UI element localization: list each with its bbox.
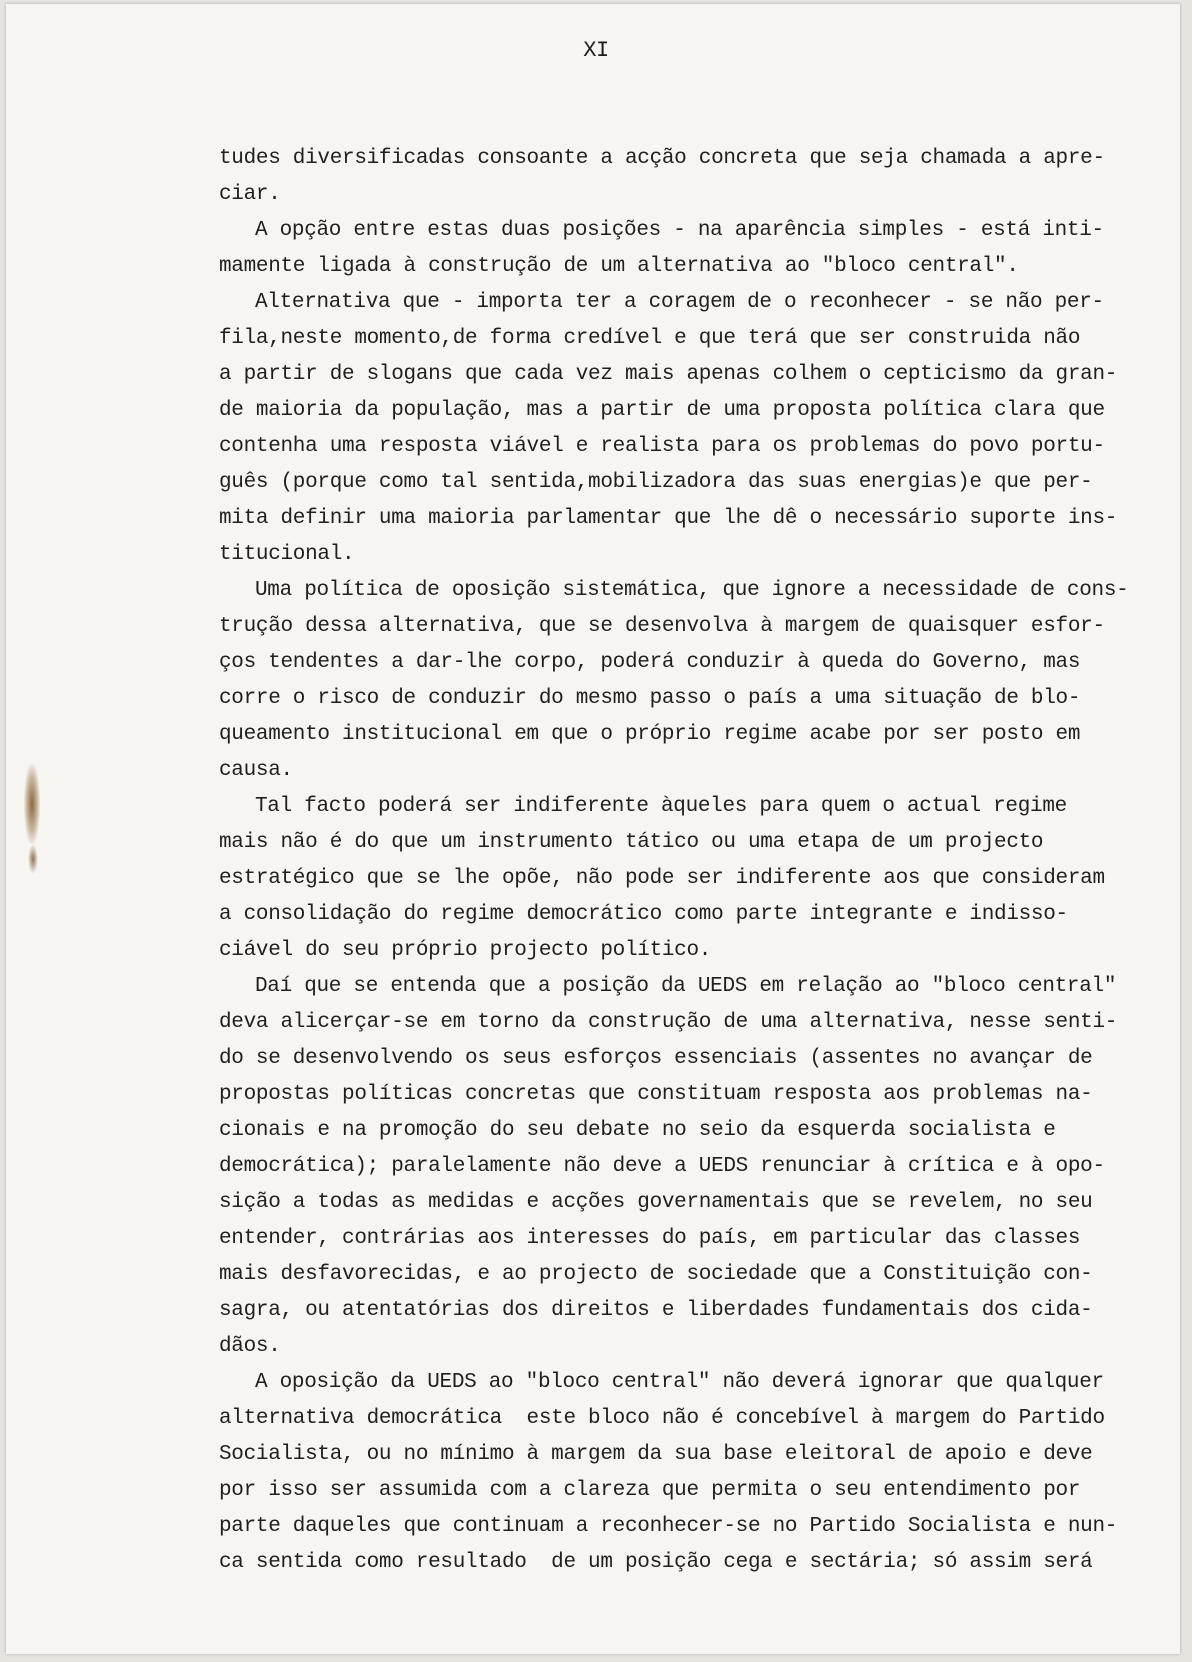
text-line: tudes diversificadas consoante a acção concreta que seja chamada a apre- bbox=[219, 147, 1105, 170]
text-line: causa. bbox=[219, 759, 293, 782]
text-line: Alternativa que - importa ter a coragem de o reconhecer - se não per- bbox=[255, 291, 1104, 314]
page-number: XI bbox=[583, 38, 609, 63]
text-line: sagra, ou atentatórias dos direitos e liberdades fundamentais dos cida- bbox=[219, 1299, 1093, 1322]
text-line: Socialista, ou no mínimo à margem da sua base eleitoral de apoio e deve bbox=[219, 1443, 1093, 1466]
text-line: alternativa democrática este bloco não é concebível à margem do Partido bbox=[219, 1407, 1105, 1430]
text-line: Uma política de oposição sistemática, que ignore a necessidade de cons- bbox=[255, 579, 1129, 602]
text-line: parte daqueles que continuam a reconhecer-se no Partido Socialista e nun- bbox=[219, 1515, 1118, 1538]
text-line: guês (porque como tal sentida,mobilizadora das suas energias)e que per- bbox=[219, 471, 1093, 494]
text-line: ca sentida como resultado de um posição cega e sectária; só assim será bbox=[219, 1551, 1093, 1574]
text-line: do se desenvolvendo os seus esforços essenciais (assentes no avançar de bbox=[219, 1047, 1093, 1070]
text-line: propostas políticas concretas que constituam resposta aos problemas na- bbox=[219, 1083, 1093, 1106]
text-line: A opção entre estas duas posições - na aparência simples - está inti- bbox=[255, 219, 1104, 242]
text-line: entender, contrárias aos interesses do país, em particular das classes bbox=[219, 1227, 1081, 1250]
text-line: ciável do seu próprio projecto político. bbox=[219, 939, 712, 962]
text-line: democrática); paralelamente não deve a UEDS renunciar à crítica e à opo- bbox=[219, 1155, 1105, 1178]
text-line: mamente ligada à construção de um alternativa ao "bloco central". bbox=[219, 255, 1019, 278]
text-line: a consolidação do regime democrático como parte integrante e indisso- bbox=[219, 903, 1068, 926]
text-line: mais não é do que um instrumento tático ou uma etapa de um projecto bbox=[219, 831, 1044, 854]
text-line: a partir de slogans que cada vez mais apenas colhem o cepticismo da gran- bbox=[219, 363, 1118, 386]
text-line: mita definir uma maioria parlamentar que lhe dê o necessário suporte ins- bbox=[219, 507, 1118, 530]
text-line: Tal facto poderá ser indiferente àqueles para quem o actual regime bbox=[255, 795, 1067, 818]
text-line: titucional. bbox=[219, 543, 355, 566]
text-line: A oposição da UEDS ao "bloco central" não deverá ignorar que qualquer bbox=[255, 1371, 1104, 1394]
text-line: fila,neste momento,de forma credível e que terá que ser construida não bbox=[219, 327, 1081, 350]
text-line: dãos. bbox=[219, 1335, 281, 1358]
body-text bbox=[219, 141, 1129, 1581]
text-line: corre o risco de conduzir do mesmo passo o país a uma situação de blo- bbox=[219, 687, 1081, 710]
text-line: de maioria da população, mas a partir de uma proposta política clara que bbox=[219, 399, 1105, 422]
paper-stain bbox=[28, 844, 38, 874]
text-line: por isso ser assumida com a clareza que permita o seu entendimento por bbox=[219, 1479, 1081, 1502]
text-line: estratégico que se lhe opõe, não pode ser indiferente aos que consideram bbox=[219, 867, 1105, 890]
text-line: ciar. bbox=[219, 183, 281, 206]
paper-stain bbox=[24, 764, 40, 844]
text-line: contenha uma resposta viável e realista para os problemas do povo portu- bbox=[219, 435, 1105, 458]
text-line: mais desfavorecidas, e ao projecto de sociedade que a Constituição con- bbox=[219, 1263, 1093, 1286]
text-line: trução dessa alternativa, que se desenvolva à margem de quaisquer esfor- bbox=[219, 615, 1105, 638]
text-line: Daí que se entenda que a posição da UEDS em relação ao "bloco central" bbox=[255, 975, 1117, 998]
text-line: cionais e na promoção do seu debate no seio da esquerda socialista e bbox=[219, 1119, 1056, 1142]
text-line: queamento institucional em que o próprio regime acabe por ser posto em bbox=[219, 723, 1081, 746]
text-line: deva alicerçar-se em torno da construção de uma alternativa, nesse senti- bbox=[219, 1011, 1118, 1034]
text-line: sição a todas as medidas e acções governamentais que se revelem, no seu bbox=[219, 1191, 1093, 1214]
text-line: ços tendentes a dar-lhe corpo, poderá conduzir à queda do Governo, mas bbox=[219, 651, 1081, 674]
